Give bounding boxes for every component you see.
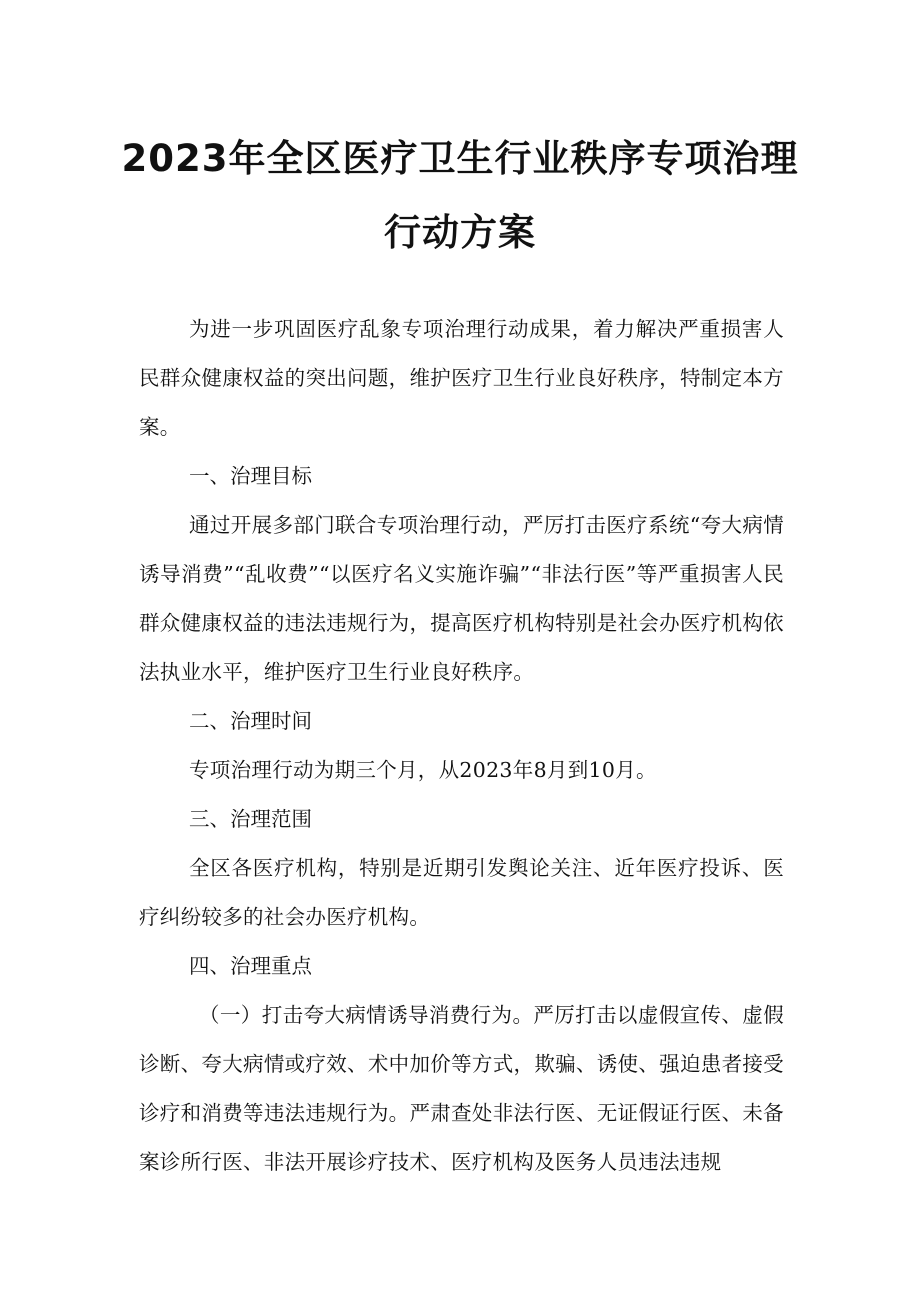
section-heading-focus: 四、治理重点: [189, 954, 312, 978]
document-title-line1: 2023年全区医疗卫生行业秩序专项治理: [121, 137, 799, 180]
section-heading-time: 二、治理时间: [189, 709, 312, 733]
section-body-time: 专项治理行动为期三个月，从2023年8月到10月。: [189, 758, 657, 782]
section-body-scope: 全区各医疗机构，特别是近期引发舆论关注、近年医疗投诉、医疗纠纷较多的社会办医疗机构。: [139, 856, 784, 929]
section-item-focus-1: （一）打击夸大病情诱导消费行为。严厉打击以虚假宣传、虚假诊断、夸大病情或疗效、术中加价等方式，欺骗、诱使、强迫患者接受诊疗和消费等违法违规行为。严肃查处非法行医、无证假证行医、未备案诊所行医、非法开展诊疗技术、医疗机构及医务人员违法违规: [139, 1003, 784, 1174]
section-body-goals: 通过开展多部门联合专项治理行动，严厉打击医疗系统“夸大病情诱导消费”“乱收费”“以医疗名义实施诈骗”“非法行医”等严重损害人民群众健康权益的违法违规行为，提高医疗机构特别是社会办医疗机构依法执业水平，维护医疗卫生行业良好秩序。: [139, 513, 784, 684]
document-title-line2: 行动方案: [384, 211, 536, 254]
section-heading-goals: 一、治理目标: [189, 464, 312, 488]
intro-paragraph: 为进一步巩固医疗乱象专项治理行动成果，着力解决严重损害人民群众健康权益的突出问题，维护医疗卫生行业良好秩序，特制定本方案。: [139, 317, 784, 439]
section-heading-scope: 三、治理范围: [189, 807, 312, 831]
